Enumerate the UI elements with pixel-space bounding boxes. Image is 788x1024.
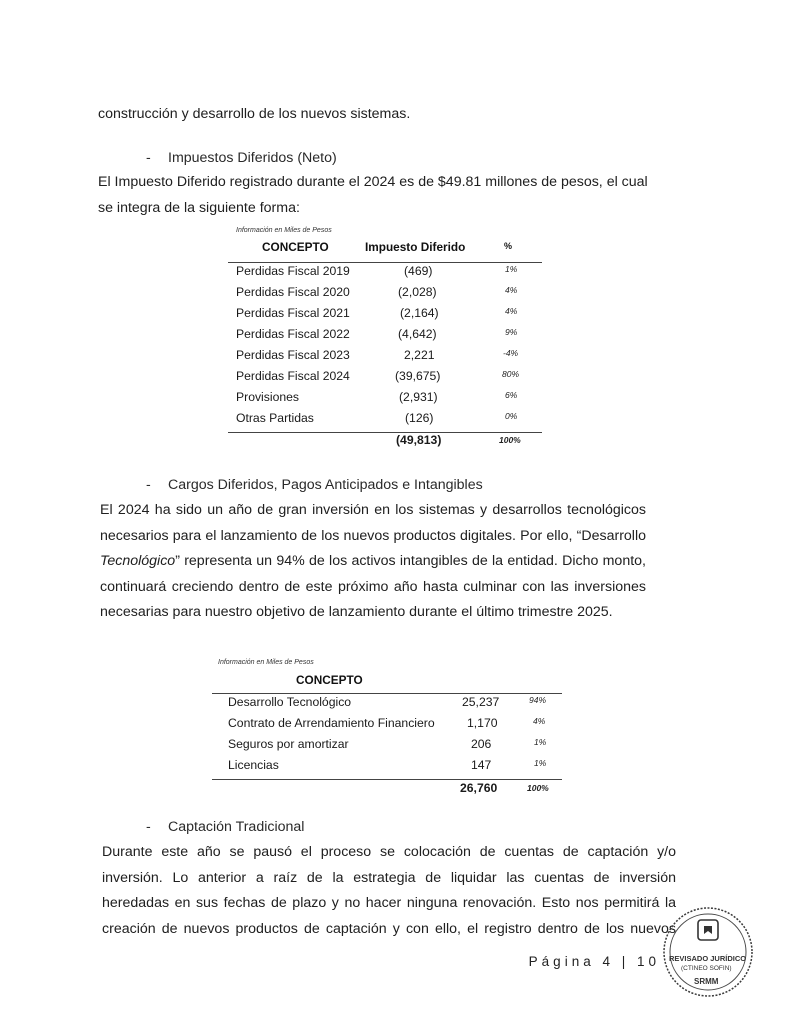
row-percent: 80% [502,369,520,379]
row-percent: 6% [505,390,518,400]
header-concepto: CONCEPTO [296,673,363,687]
row-percent: 0% [505,411,518,421]
total-rule [228,432,542,433]
stamp-line-1: REVISADO JURÍDICO [669,954,747,963]
row-percent: 1% [534,758,547,768]
row-value: (126) [405,411,434,425]
header-impuesto-diferido: Impuesto Diferido [365,240,466,254]
row-value: (4,642) [398,327,437,341]
row-value: 2,221 [404,348,435,362]
stamp-line-2: (CTINEO SOFIN) [681,965,732,972]
row-value: (469) [404,264,433,278]
row-value: 147 [471,758,492,772]
row-concept: Perdidas Fiscal 2020 [236,285,350,299]
row-concept: Desarrollo Tecnológico [228,695,352,709]
total-value: (49,813) [396,433,442,447]
total-rule [212,779,562,780]
row-value: 1,170 [467,716,498,730]
section-heading-impuestos-diferidos: - Impuestos Diferidos (Neto) [146,150,337,166]
stamp-line-3: SRMM [694,977,719,986]
row-concept: Seguros por amortizar [228,737,349,751]
row-percent: 4% [505,306,518,316]
row-percent: 4% [505,285,518,295]
row-concept: Perdidas Fiscal 2021 [236,306,350,320]
row-concept: Perdidas Fiscal 2023 [236,348,350,362]
row-percent: 4% [533,716,546,726]
header-rule [212,693,562,694]
row-percent: 94% [529,695,547,705]
page-number: Página 4 | 10 [528,954,660,969]
captacion-paragraph: Durante este año se pausó el proceso se colocación de cuentas de captación y/o inversión. Lo anterior a raíz de la estrategia de liquidar las cuentas de inversión heredadas en sus fechas de plazo y no hacer ninguna renovación. Esto nos permitirá la creación de nuevos productos de captación y con ello, el registro dentro de los nuevos [102,844,676,937]
row-value: (39,675) [395,369,441,383]
row-concept: Perdidas Fiscal 2022 [236,327,350,341]
row-concept: Perdidas Fiscal 2019 [236,264,350,278]
row-value: 206 [471,737,492,751]
row-value: (2,028) [398,285,437,299]
row-percent: 1% [505,264,518,274]
row-concept: Contrato de Arrendamiento Financiero [228,716,435,730]
row-value: 25,237 [462,695,500,709]
intro-line: construcción y desarrollo de los nuevos sistemas. [98,106,411,122]
header-percent: % [504,241,513,251]
review-stamp [660,904,756,1000]
header-rule [228,262,542,263]
row-concept: Otras Partidas [236,411,314,425]
header-concepto: CONCEPTO [262,240,329,254]
table-caption: Información en Miles de Pesos [218,659,314,666]
row-value: (2,164) [400,306,439,320]
impuesto-diferido-paragraph: El Impuesto Diferido registrado durante el 2024 es de $49.81 millones de pesos, el cual se integra de la siguiente forma: [98,174,648,216]
row-concept: Perdidas Fiscal 2024 [236,369,350,383]
total-value: 26,760 [460,781,498,795]
cargos-diferidos-paragraph: El 2024 ha sido un año de gran inversión en los sistemas y desarrollos tecnológicos necesarios para el lanzamiento de los nuevos productos digitales. Por ello, “Desarrollo Tecnológico” representa un 94% de los activos intangibles de la entidad. Dicho monto, continuará creciendo dentro de este próximo año hasta culminar con las inversiones necesarias para nuestro objetivo de lanzamiento durante el último trimestre 2025. [100,502,646,620]
row-concept: Licencias [228,758,279,772]
total-percent: 100% [499,435,521,445]
row-percent: 9% [505,327,518,337]
row-concept: Provisiones [236,390,299,404]
table-caption: Información en Miles de Pesos [236,227,332,234]
section-heading-cargos-diferidos: - Cargos Diferidos, Pagos Anticipados e Intangibles [146,477,483,493]
section-heading-captacion-tradicional: - Captación Tradicional [146,819,305,835]
row-percent: -4% [503,348,519,358]
total-percent: 100% [527,783,549,793]
row-value: (2,931) [399,390,438,404]
row-percent: 1% [534,737,547,747]
